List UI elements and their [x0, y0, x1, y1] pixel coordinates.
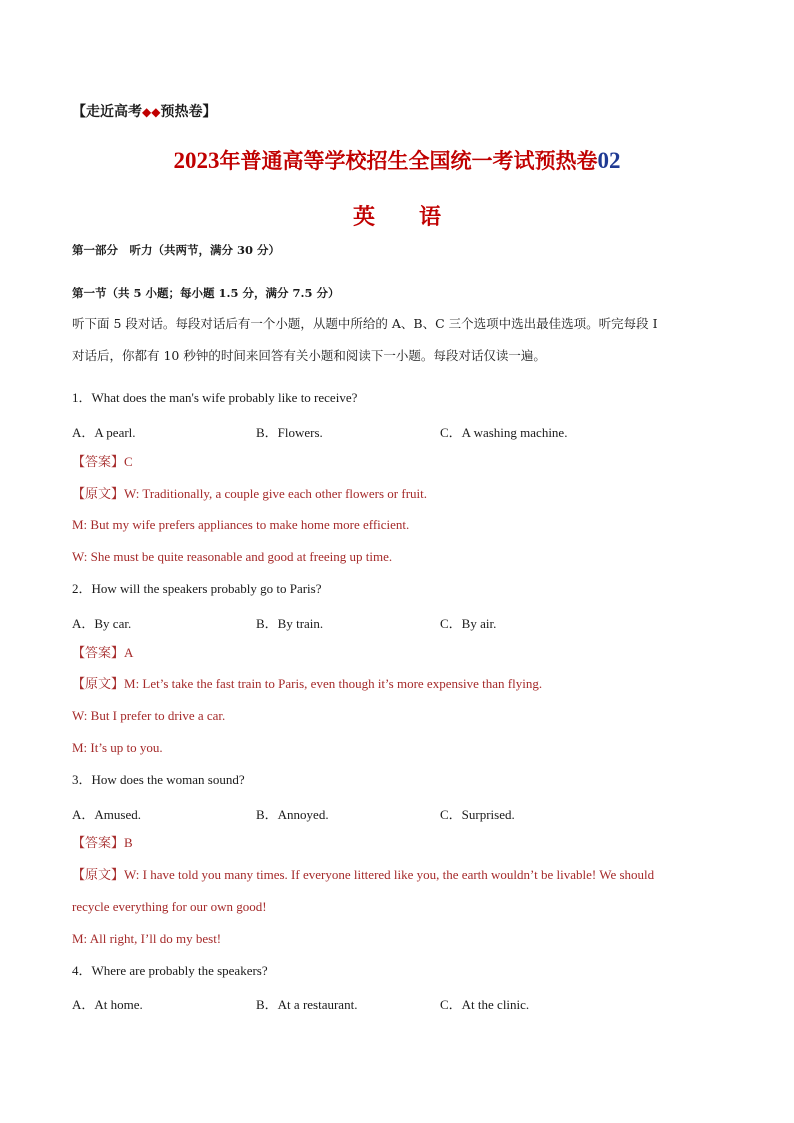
- instructions-line-2: 对话后，你都有 10 秒钟的时间来回答有关小题和阅读下一小题。每段对话仅读一遍。: [72, 348, 546, 363]
- transcript-1-line-3: W: She must be quite reasonable and good at freeing up time.: [72, 549, 393, 564]
- question-3: 3．How does the woman sound?: [72, 772, 245, 787]
- transcript-2-line-2: W: But I prefer to drive a car.: [72, 708, 226, 723]
- option-c: C．Surprised.: [440, 807, 515, 822]
- answer-1: 【答案】C: [72, 454, 133, 469]
- title-text: 年普通高等学校招生全国统一考试预热卷: [219, 148, 598, 173]
- transcript-3-line-2: recycle everything for our own good!: [72, 899, 267, 914]
- transcript-1-line-2: M: But my wife prefers appliances to make home more efficient.: [72, 517, 410, 532]
- option-b: B．Flowers.: [256, 425, 323, 440]
- option-a: A．At home.: [72, 997, 143, 1012]
- title-number: 02: [597, 148, 621, 173]
- question-1: 1．What does the man's wife probably like to receive?: [72, 390, 358, 405]
- option-b: B．By train.: [256, 616, 324, 631]
- transcript-1-line-1: 【原文】W: Traditionally, a couple give each other flowers or fruit.: [72, 486, 428, 501]
- question-4: 4．Where are probably the speakers?: [72, 963, 268, 978]
- diamond-icons: ◆◆: [142, 105, 161, 119]
- transcript-3-line-3: M: All right, I’ll do my best!: [72, 931, 222, 946]
- transcript-2-line-3: M: It’s up to you.: [72, 740, 163, 755]
- answer-2: 【答案】A: [72, 645, 134, 660]
- transcript-3-line-1: 【原文】W: I have told you many times. If everyone littered like you, the earth wouldn’t be livable! We should: [72, 867, 655, 882]
- tag-right: 预热卷】: [160, 104, 217, 120]
- option-c: C．At the clinic.: [440, 997, 530, 1012]
- exam-title: [0, 145, 794, 175]
- exam-tag: [72, 104, 216, 120]
- option-a: A．Amused.: [72, 807, 141, 822]
- subject-title: [0, 200, 794, 231]
- subject-char-2: 语: [419, 204, 442, 230]
- option-b: B．At a restaurant.: [256, 997, 358, 1012]
- question-2: 2．How will the speakers probably go to Paris?: [72, 581, 322, 596]
- tag-left: 【走近高考: [72, 104, 142, 120]
- title-year: 2023: [173, 148, 220, 173]
- answer-3: 【答案】B: [72, 835, 133, 850]
- part-heading: 第一部分 听力（共两节，满分 30 分）: [72, 243, 281, 257]
- option-c: C．By air.: [440, 616, 497, 631]
- option-b: B．Annoyed.: [256, 807, 329, 822]
- option-a: A．A pearl.: [72, 425, 136, 440]
- transcript-2-line-1: 【原文】M: Let’s take the fast train to Paris, even though it’s more expensive than flying.: [72, 676, 543, 691]
- option-c: C．A washing machine.: [440, 425, 568, 440]
- instructions-line-1: 听下面 5 段对话。每段对话后有一个小题，从题中所给的 A、B、C 三个选项中选出最佳选项。听完每段 I: [72, 316, 658, 331]
- section-heading: 第一节（共 5 小题；每小题 1.5 分，满分 7.5 分）: [72, 286, 340, 300]
- subject-char-1: 英: [352, 204, 375, 230]
- option-a: A．By car.: [72, 616, 132, 631]
